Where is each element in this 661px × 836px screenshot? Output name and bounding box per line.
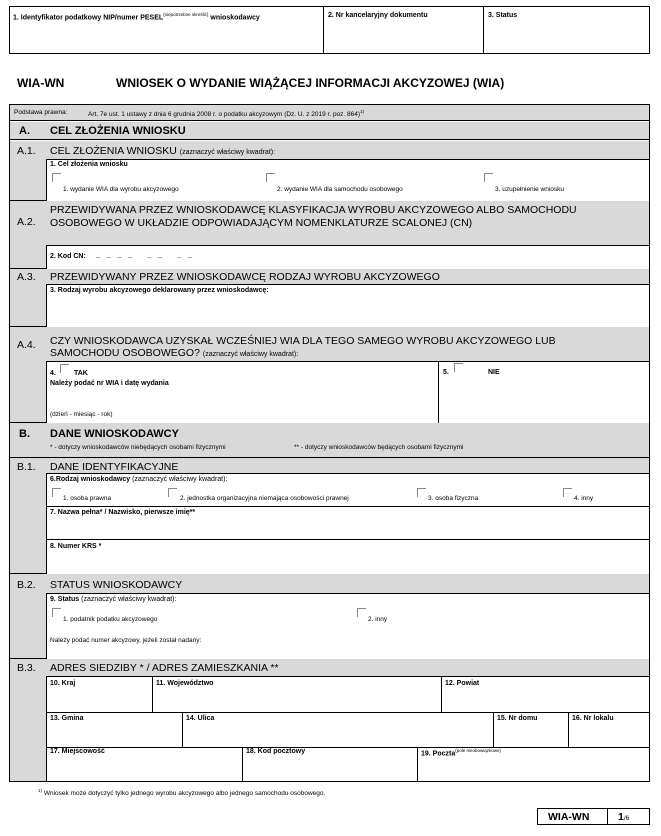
b2-option-2-label: 2. inny: [368, 616, 388, 623]
b2-excise-number-note: Należy podać numer akcyzowy, jeżeli został nadany:: [50, 637, 202, 644]
a3-num: A.3.: [17, 271, 36, 283]
b1-field-7-label: 7. Nazwa pełna* / Nazwisko, pierwsze imię**: [50, 509, 196, 516]
footer-page-box: [537, 808, 650, 825]
b1-option-4-checkbox[interactable]: [563, 488, 572, 497]
footer-page-number: 1/6: [618, 811, 630, 823]
address-country-label: 10. Kraj: [50, 680, 76, 687]
a4-yes-label: TAK: [74, 370, 88, 377]
a4-no-label: NIE: [488, 369, 500, 376]
b2-field-9-label: 9. Status (zaznaczyć właściwy kwadrat):: [50, 596, 177, 603]
address-apartment-number-label: 16. Nr lokalu: [572, 715, 614, 722]
a1-field-label: 1. Cel złożenia wniosku: [50, 161, 128, 168]
address-post-office-label: 19. Poczta$^{(pole nieobowiązkowe)}$: [421, 748, 502, 758]
b1-title: DANE IDENTYFIKACYJNE: [50, 461, 179, 473]
main-form: [9, 104, 650, 782]
address-county-label: 12. Powiat: [445, 680, 480, 687]
a1-num: A.1.: [17, 145, 36, 157]
address-commune-label: 13. Gmina: [50, 715, 84, 722]
b1-option-3-checkbox[interactable]: [417, 488, 426, 497]
a1-option-1-checkbox[interactable]: [52, 173, 61, 182]
a3-field-label: 3. Rodzaj wyrobu akcyzowego deklarowany przez wnioskodawcę:: [50, 287, 269, 294]
b3-address-grid: [46, 676, 649, 781]
field-3-label: 3. Status: [488, 12, 518, 19]
a4-date-hint: (dzień - miesiąc - rok): [50, 411, 113, 418]
form-title: WNIOSEK O WYDANIE WIĄŻĄCEJ INFORMACJI AKCYZOWEJ (WIA): [116, 76, 505, 90]
b1-option-4-label: 4. inny: [574, 495, 594, 502]
b1-option-3-label: 3. osoba fizyczna: [428, 495, 479, 502]
section-a-title: CEL ZŁOŻENIA WNIOSKU: [50, 125, 186, 137]
address-voivodeship-label: 11. Województwo: [156, 680, 214, 687]
address-city-label: 17. Miejscowość: [50, 748, 105, 755]
section-b-note-2: ** - dotyczy wnioskodawców będących osobami fizycznymi: [294, 444, 464, 451]
b3-title: ADRES SIEDZIBY * / ADRES ZAMIESZKANIA **: [50, 662, 279, 674]
a2-field-label: 2. Kod CN:: [50, 253, 86, 260]
a4-yes-checkbox[interactable]: [60, 364, 69, 373]
section-a-letter: A.: [19, 125, 30, 137]
a2-num: A.2.: [17, 216, 36, 228]
legal-basis-text: Art. 7e ust. 1 ustawy z dnia 6 grudnia 2008 r. o podatku akcyzowym (Dz. U. z 2019 r. poz. 864)$^{1)}$: [88, 109, 365, 119]
b2-option-1-checkbox[interactable]: [52, 608, 61, 617]
address-street-label: 14. Ulica: [186, 715, 215, 722]
form-code: WIA-WN: [17, 76, 65, 90]
a1-option-3-label: 3. uzupełnienie wniosku: [495, 186, 565, 193]
cn-code-input[interactable]: _ _ _ _ _ _ _ _: [96, 250, 195, 259]
footnote: $^{1)}$ Wniosek może dotyczyć tylko jednego wyrobu akcyzowego albo jednego samochodu osobowego.: [38, 788, 326, 798]
a2-title-line1: PRZEWIDYWANA PRZEZ WNIOSKODAWCĘ KLASYFIKACJA WYROBU AKCYZOWEGO ALBO SAMOCHODU: [50, 204, 577, 216]
legal-basis-label: Podstawa prawna:: [14, 109, 68, 116]
field-1-label: 1. Identyfikator podatkowy NIP/numer $PESEL^{(niepotrzebne skreślić)}$ wnioskodawcy: [13, 12, 260, 22]
footer-form-code: WIA-WN: [548, 811, 590, 823]
b1-option-2-checkbox[interactable]: [168, 488, 177, 497]
a1-option-2-label: 2. wydanie WIA dla samochodu osobowego: [277, 186, 403, 193]
a3-title: PRZEWIDYWANY PRZEZ WNIOSKODAWCĘ RODZAJ WYROBU AKCYZOWEGO: [50, 271, 440, 283]
b1-num: B.1.: [17, 461, 36, 473]
section-b-note-1: * - dotyczy wnioskodawców niebędących osobami fizycznymi: [50, 444, 226, 451]
a4-num: A.4.: [17, 339, 36, 351]
a4-yes-num: 4.: [50, 370, 56, 377]
b2-num: B.2.: [17, 579, 36, 591]
a4-no-num: 5.: [443, 369, 449, 376]
top-header-box: [9, 6, 650, 54]
a1-option-2-checkbox[interactable]: [266, 173, 275, 182]
a1-field: [46, 159, 649, 201]
b3-num: B.3.: [17, 662, 36, 674]
a4-yes-note: Należy podać nr WIA i datę wydania: [50, 380, 169, 387]
b1-option-1-checkbox[interactable]: [52, 488, 61, 497]
address-postal-code-label: 18. Kod pocztowy: [246, 748, 306, 755]
b1-field-8[interactable]: [46, 539, 649, 574]
a4-title-line1: CZY WNIOSKODAWCA UZYSKAŁ WCZEŚNIEJ WIA DLA TEGO SAMEGO WYROBU AKCYZOWEGO LUB: [50, 335, 556, 347]
a4-title-line2: SAMOCHODU OSOBOWEGO? (zaznaczyć właściwy kwadrat):: [50, 347, 299, 359]
a4-field: [46, 361, 649, 423]
b1-option-2-label: 2. jednostka organizacyjna niemająca osobowości prawnej: [180, 495, 349, 502]
b2-title: STATUS WNIOSKODAWCY: [50, 579, 183, 591]
address-house-number-label: 15. Nr domu: [497, 715, 538, 722]
b1-option-1-label: 1. osoba prawna: [63, 495, 112, 502]
b2-option-1-label: 1. podatnik podatku akcyzowego: [63, 616, 158, 623]
field-2-label: 2. Nr kancelaryjny dokumentu: [328, 12, 428, 19]
b2-option-2-checkbox[interactable]: [357, 608, 366, 617]
b1-field-6-label: 6.Rodzaj wnioskodawcy (zaznaczyć właściwy kwadrat):: [50, 476, 228, 483]
b1-field-8-label: 8. Numer KRS *: [50, 543, 102, 550]
a1-option-3-checkbox[interactable]: [484, 173, 493, 182]
a1-option-1-label: 1. wydanie WIA dla wyrobu akcyzowego: [63, 186, 179, 193]
section-b-title: DANE WNIOSKODAWCY: [50, 428, 179, 440]
a1-title: CEL ZŁOŻENIA WNIOSKU (zaznaczyć właściwy kwadrat):: [50, 145, 276, 157]
a4-no-checkbox[interactable]: [454, 363, 463, 372]
a2-title-line2: OSOBOWEGO W UKŁADZIE ODPOWIADAJĄCYM NOMENKLATURZE SCALONEJ (CN): [50, 217, 473, 229]
section-b-letter: B.: [19, 428, 30, 440]
